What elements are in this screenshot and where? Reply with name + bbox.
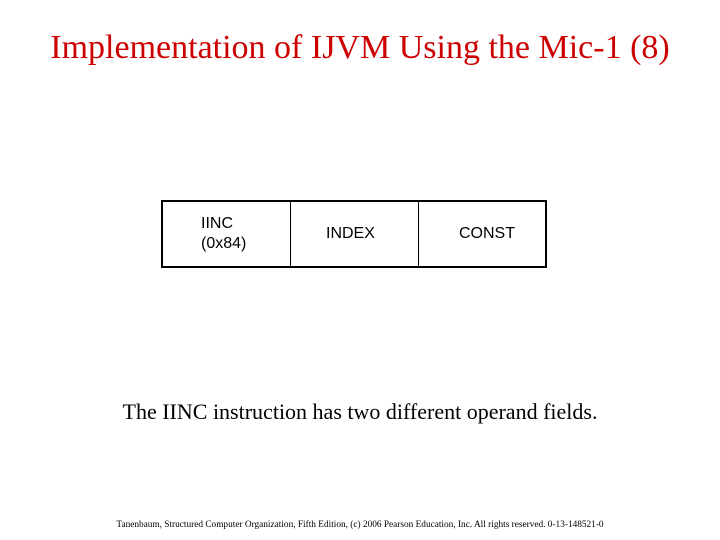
const-field-label: CONST: [459, 225, 515, 242]
opcode-field: [163, 202, 291, 266]
const-field: [419, 202, 545, 266]
opcode-mnemonic: IINC: [201, 215, 233, 232]
index-field: [291, 202, 419, 266]
copyright-footer: Tanenbaum, Structured Computer Organization, Fifth Edition, (c) 2006 Pearson Education, Inc. All rights reserved. 0-13-148521-0: [116, 520, 604, 530]
index-field-label: INDEX: [326, 225, 375, 242]
iinc-instruction-format: [161, 200, 547, 268]
slide-title: Implementation of IJVM Using the Mic-1 (8): [50, 29, 670, 66]
opcode-hex-value: (0x84): [201, 235, 247, 252]
figure-caption: The IINC instruction has two different operand fields.: [122, 399, 598, 424]
